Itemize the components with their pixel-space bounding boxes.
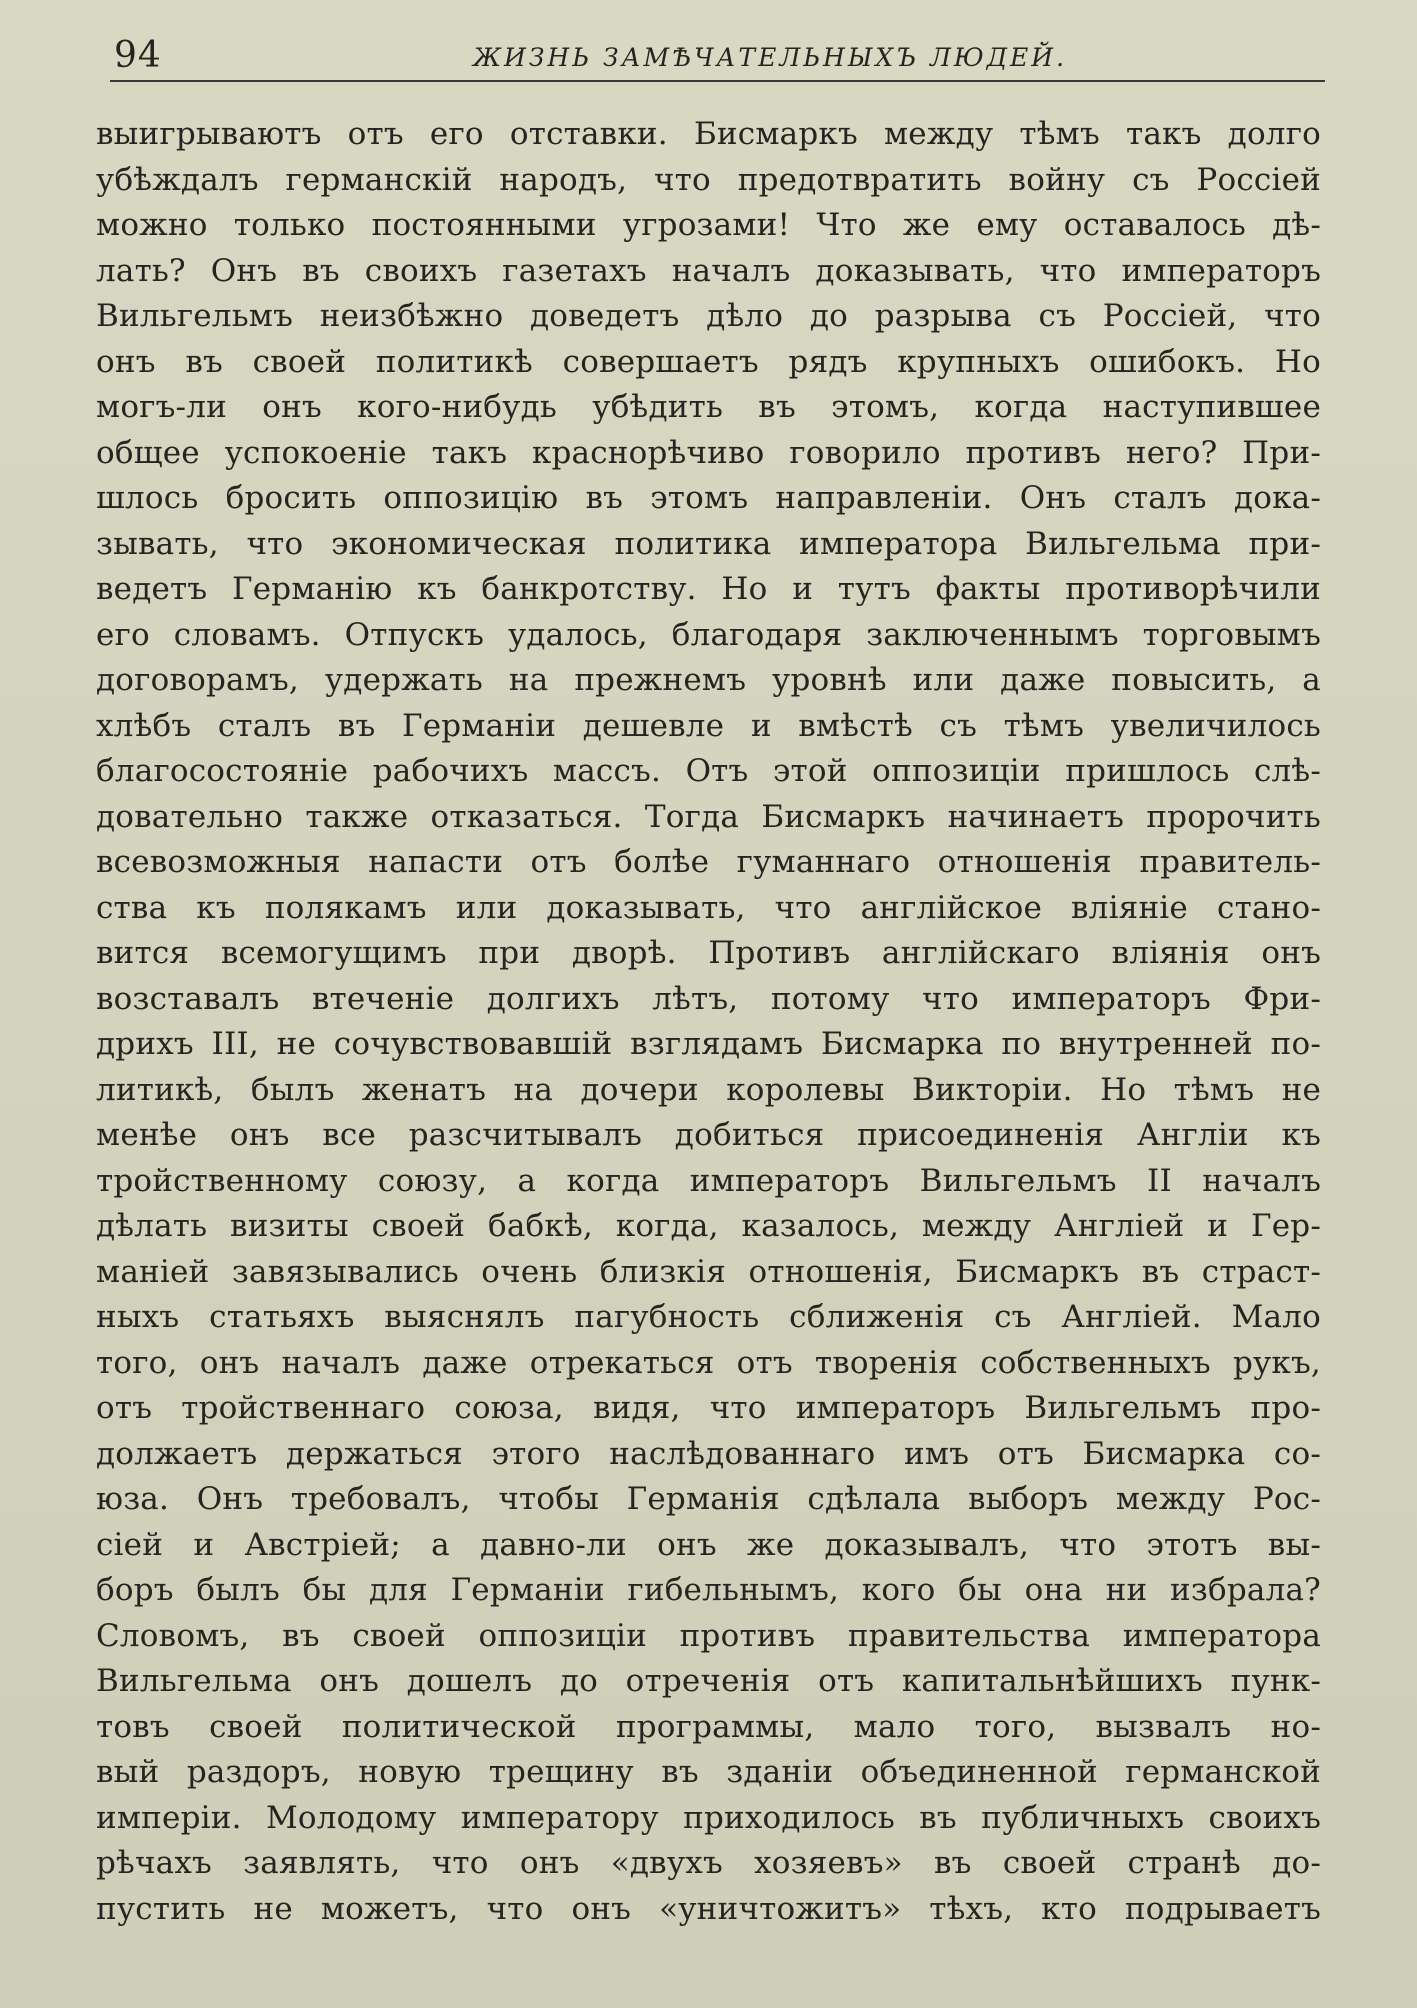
text-line: литикѣ, былъ женатъ на дочери королевы Викторіи. Но тѣмъ не: [96, 1071, 1321, 1108]
text-line: благосостояніе рабочихъ массъ. Отъ этой оппозиціи пришлось слѣ-: [96, 753, 1321, 789]
text-line: ства къ полякамъ или доказывать, что англійское вліяніе стано-: [96, 889, 1321, 926]
text-line: отъ тройственнаго союза, видя, что императоръ Вильгельмъ про-: [96, 1390, 1321, 1426]
text-line: имперіи. Молодому императору приходилось въ публичныхъ своихъ: [96, 1799, 1321, 1836]
text-line: рѣчахъ заявлять, что онъ «двухъ хозяевъ» въ своей странѣ до-: [96, 1845, 1321, 1881]
text-line: возставалъ втеченіе долгихъ лѣтъ, потому что императоръ Фри-: [96, 980, 1321, 1017]
text-line: его словамъ. Отпускъ удалось, благодаря заключеннымъ торговымъ: [96, 616, 1321, 653]
text-line: ныхъ статьяхъ выяснялъ пагубность сближенія съ Англіей. Мало: [96, 1299, 1321, 1335]
text-line: дрихъ III, не сочувствовавшій взглядамъ Бисмарка по внутренней по-: [96, 1026, 1321, 1062]
text-line: шлось бросить оппозицію въ этомъ направленіи. Онъ сталъ дока-: [96, 480, 1321, 516]
text-line: того, онъ началъ даже отрекаться отъ творенія собственныхъ рукъ,: [96, 1344, 1321, 1381]
text-line: дѣлать визиты своей бабкѣ, когда, казалось, между Англіей и Гер-: [96, 1208, 1321, 1244]
text-line: сіей и Австріей; а давно-ли онъ же доказывалъ, что этотъ вы-: [96, 1526, 1321, 1563]
text-line: хлѣбъ сталъ въ Германіи дешевле и вмѣстѣ съ тѣмъ увеличилось: [96, 707, 1321, 744]
text-line: вится всемогущимъ при дворѣ. Противъ англійскаго вліянія онъ: [96, 935, 1321, 971]
text-line: юза. Онъ требовалъ, чтобы Германія сдѣлала выборъ между Рос-: [96, 1481, 1321, 1517]
text-line: убѣждалъ германскій народъ, что предотвратить войну съ Россіей: [96, 161, 1321, 198]
text-line: ведетъ Германію къ банкротству. Но и тутъ факты противорѣчили: [96, 571, 1321, 607]
text-line: договорамъ, удержать на прежнемъ уровнѣ или даже повысить, а: [96, 662, 1321, 698]
text-line: зывать, что экономическая политика императора Вильгельма при-: [96, 525, 1321, 562]
text-line: маніей завязывались очень близкія отношенія, Бисмаркъ въ страст-: [96, 1253, 1321, 1290]
text-line: общее успокоеніе такъ краснорѣчиво говорило противъ него? При-: [96, 434, 1321, 471]
running-head: ЖИЗНЬ ЗАМѢЧАТЕЛЬНЫХЪ ЛЮДЕЙ.: [472, 43, 1068, 72]
text-line: Вильгельмъ неизбѣжно доведетъ дѣло до разрыва съ Россіей, что: [96, 298, 1321, 334]
text-line: довательно также отказаться. Тогда Бисмаркъ начинаетъ пророчить: [96, 798, 1321, 835]
text-line: можно только постоянными угрозами! Что же ему оставалось дѣ-: [96, 207, 1321, 243]
text-line: менѣе онъ все разсчитывалъ добиться присоединенія Англіи къ: [96, 1117, 1321, 1153]
header-rule: [110, 80, 1325, 82]
text-line: пустить не можетъ, что онъ «уничтожитъ» тѣхъ, кто подрываетъ: [96, 1890, 1321, 1927]
text-line: Словомъ, въ своей оппозиціи противъ правительства императора: [96, 1617, 1321, 1654]
body-text: [96, 112, 1321, 1932]
text-line: всевозможныя напасти отъ болѣе гуманнаго отношенія правитель-: [96, 844, 1321, 880]
text-line: выигрываютъ отъ его отставки. Бисмаркъ между тѣмъ такъ долго: [96, 116, 1321, 152]
text-line: должаетъ держаться этого наслѣдованнаго имъ отъ Бисмарка со-: [96, 1435, 1321, 1472]
text-line: вый раздоръ, новую трещину въ зданіи объединенной германской: [96, 1754, 1321, 1790]
page-header: [110, 32, 1325, 86]
text-line: лать? Онъ въ своихъ газетахъ началъ доказывать, что императоръ: [96, 252, 1321, 289]
text-line: Вильгельма онъ дошелъ до отреченія отъ капитальнѣйшихъ пунк-: [96, 1663, 1321, 1699]
text-line: онъ въ своей политикѣ совершаетъ рядъ крупныхъ ошибокъ. Но: [96, 343, 1321, 380]
text-line: могъ-ли онъ кого-нибудь убѣдить въ этомъ, когда наступившее: [96, 389, 1321, 425]
page-number: 94: [114, 35, 162, 76]
text-line: боръ былъ бы для Германіи гибельнымъ, кого бы она ни избрала?: [96, 1572, 1321, 1608]
text-line: тройственному союзу, а когда императоръ Вильгельмъ II началъ: [96, 1162, 1321, 1199]
text-line: товъ своей политической программы, мало того, вызвалъ но-: [96, 1708, 1321, 1745]
